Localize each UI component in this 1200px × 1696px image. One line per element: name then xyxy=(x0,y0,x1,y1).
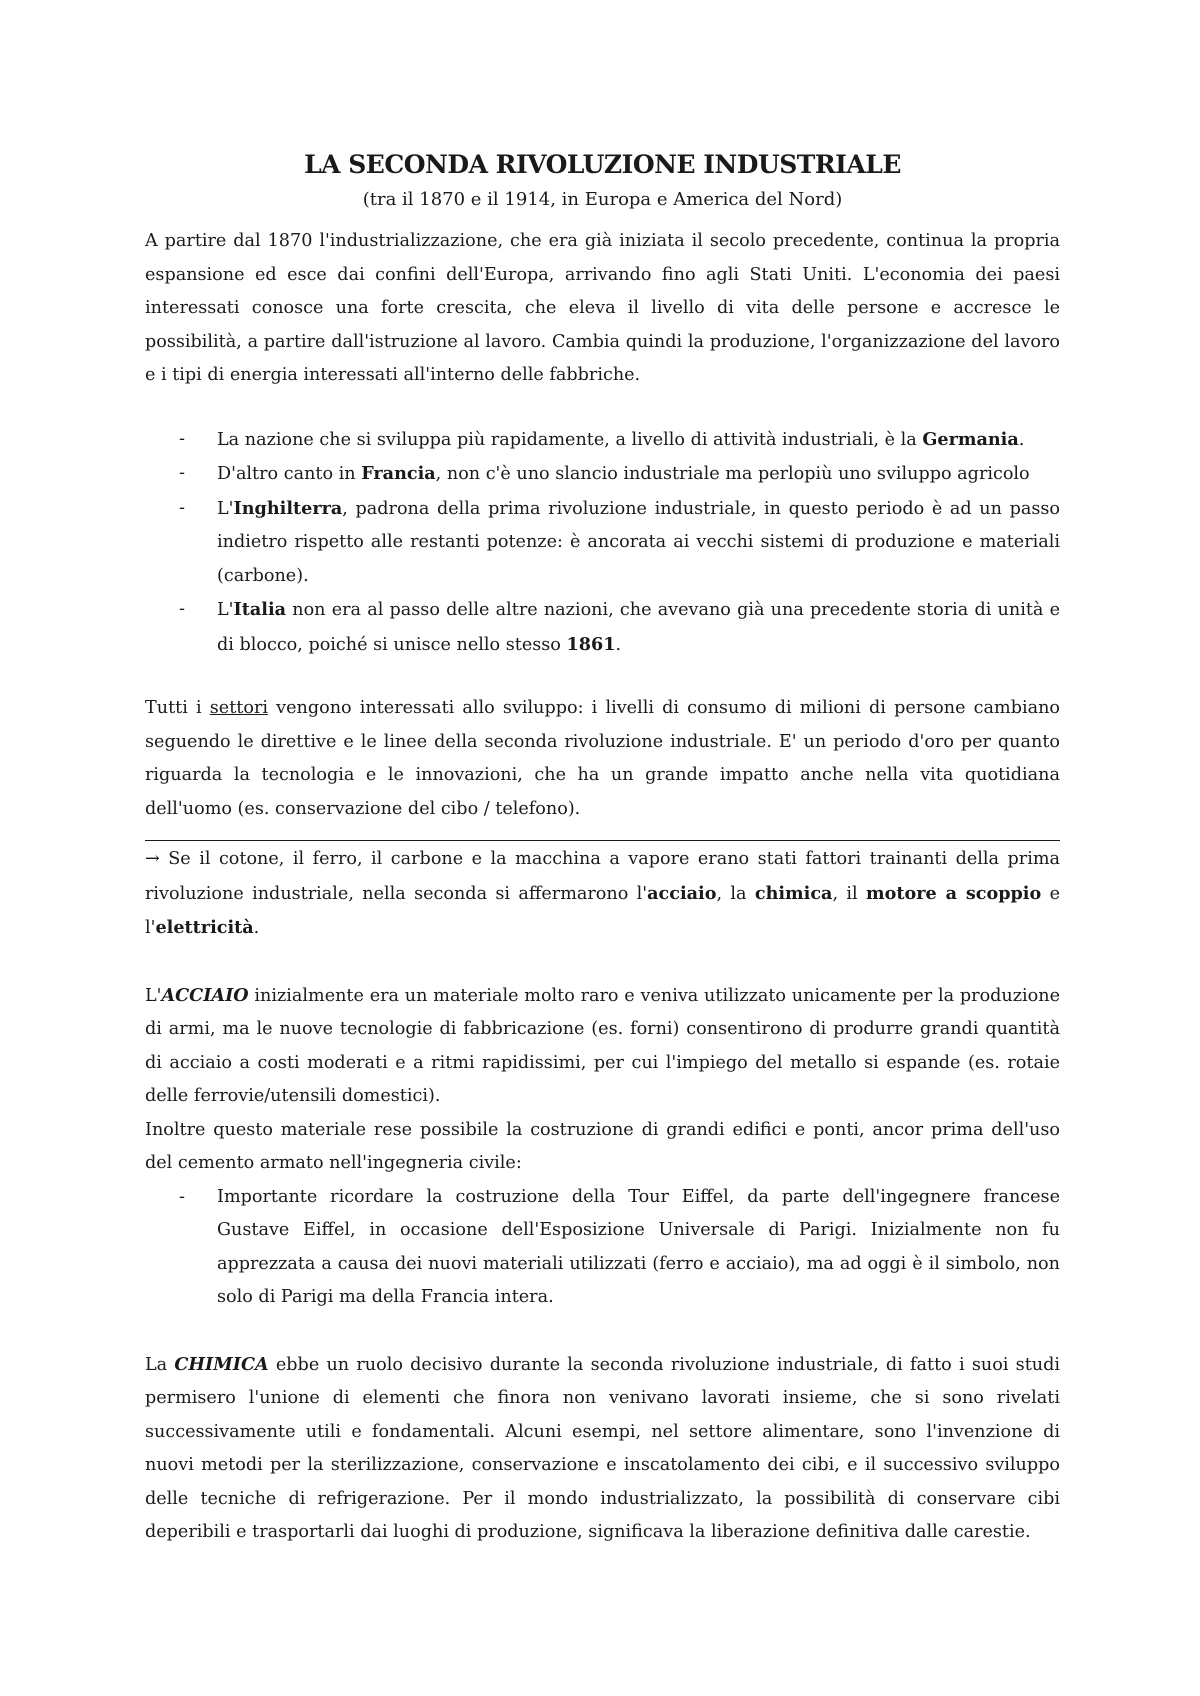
list-item-italia: - L'Italia non era al passo delle altre nazioni, che avevano già una precedente storia di unità e di blocco, poiché si unisce nello stesso 1861. xyxy=(217,593,1060,662)
francia-keyword: Francia xyxy=(361,463,436,484)
document-page xyxy=(145,145,1060,1550)
settori-paragraph: Tutti i settori vengono interessati allo sviluppo: i livelli di consumo di milioni di persone cambiano seguendo le direttive e le linee della seconda rivoluzione industriale. E' un periodo d'oro per quanto riguarda la tecnologia e le innovazioni, che ha un grande impatto anche nella vita quotidiana dell'uomo (es. conservazione del cibo / telefono). xyxy=(145,698,1060,819)
germania-keyword: Germania xyxy=(922,428,1019,450)
factors-paragraph: → Se il cotone, il ferro, il carbone e la macchina a vapore erano stati fattori trainanti della prima rivoluzione industriale, nella seconda si affermarono l'acciaio, la chimica, il motore a scoppio e l'elettricità. xyxy=(145,849,1060,938)
italia-keyword: Italia xyxy=(233,599,287,620)
chimica-keyword: CHIMICA xyxy=(174,1353,269,1375)
list-item-eiffel: - Importante ricordare la costruzione della Tour Eiffel, da parte dell'ingegnere francese Gustave Eiffel, in occasione dell'Esposizione Universale di Parigi. Inizialmente non fu apprezzata a causa dei nuovi materiali utilizzati (ferro e acciaio), ma ad oggi è il simbolo, non solo di Parigi ma della Francia intera. xyxy=(217,1181,1060,1315)
eiffel-list xyxy=(145,1181,1060,1315)
list-item-inghilterra: - L'Inghilterra, padrona della prima rivoluzione industriale, in questo periodo è ad un passo indietro rispetto alle restanti potenze: è ancorata ai vecchi sistemi di produzione e materiali (carbone). xyxy=(217,492,1060,594)
document-subtitle: (tra il 1870 e il 1914, in Europa e America del Nord) xyxy=(362,189,843,210)
acciaio-second-paragraph: Inoltre questo materiale rese possibile la costruzione di grandi edifici e ponti, ancor prima dell'uso del cemento armato nell'ingegneria civile: xyxy=(145,1119,1060,1173)
acciaio-paragraph: L'ACCIAIO inizialmente era un materiale molto raro e veniva utilizzato unicamente per la produzione di armi, ma le nuove tecnologie di fabbricazione (es. forni) consentirono di produrre grandi quantità di acciaio a costi moderati e a ritmi rapidissimi, per cui l'impiego del metallo si espande (es. rotaie delle ferrovie/utensili domestici). xyxy=(145,984,1060,1106)
inghilterra-keyword: Inghilterra xyxy=(233,497,343,519)
settori-underlined: settori xyxy=(209,698,268,718)
nations-list xyxy=(145,423,1060,663)
factor-motore: motore a scoppio xyxy=(866,882,1042,904)
intro-paragraph: A partire dal 1870 l'industrializzazione, che era già iniziata il secolo precedente, continua la propria espansione ed esce dai confini dell'Europa, arrivando fino agli Stati Uniti. L'economia dei paesi interessati conosce una forte crescita, che eleva il livello di vita delle persone e accresce le possibilità, a partire dall'istruzione al lavoro. Cambia quindi la produzione, l'organizzazione del lavoro e i tipi di energia interessati all'interno delle fabbriche. xyxy=(145,231,1060,385)
horizontal-divider xyxy=(145,840,1060,841)
acciaio-keyword: ACCIAIO xyxy=(161,984,249,1006)
factor-chimica: chimica xyxy=(754,882,833,904)
factor-acciaio: acciaio xyxy=(647,882,717,904)
list-item-francia: - D'altro canto in Francia, non c'è uno slancio industriale ma perlopiù uno sviluppo agricolo xyxy=(217,457,1060,492)
year-1861: 1861 xyxy=(566,633,616,655)
factor-elettricita: elettricità xyxy=(155,917,254,938)
list-item-germania: - La nazione che si sviluppa più rapidamente, a livello di attività industriali, è la Germania. xyxy=(217,423,1060,458)
document-title: LA SECONDA RIVOLUZIONE INDUSTRIALE xyxy=(304,150,901,179)
chimica-paragraph: La CHIMICA ebbe un ruolo decisivo durante la seconda rivoluzione industriale, di fatto i suoi studi permisero l'unione di elementi che finora non venivano lavorati insieme, che si sono rivelati successivamente utili e fondamentali. Alcuni esempi, nel settore alimentare, sono l'invenzione di nuovi metodi per la sterilizzazione, conservazione e inscatolamento dei cibi, e il successivo sviluppo delle tecniche di refrigerazione. Per il mondo industrializzato, la possibilità di conservare cibi deperibili e trasportarli dai luoghi di produzione, significava la liberazione definitiva dalle carestie. xyxy=(145,1353,1061,1542)
